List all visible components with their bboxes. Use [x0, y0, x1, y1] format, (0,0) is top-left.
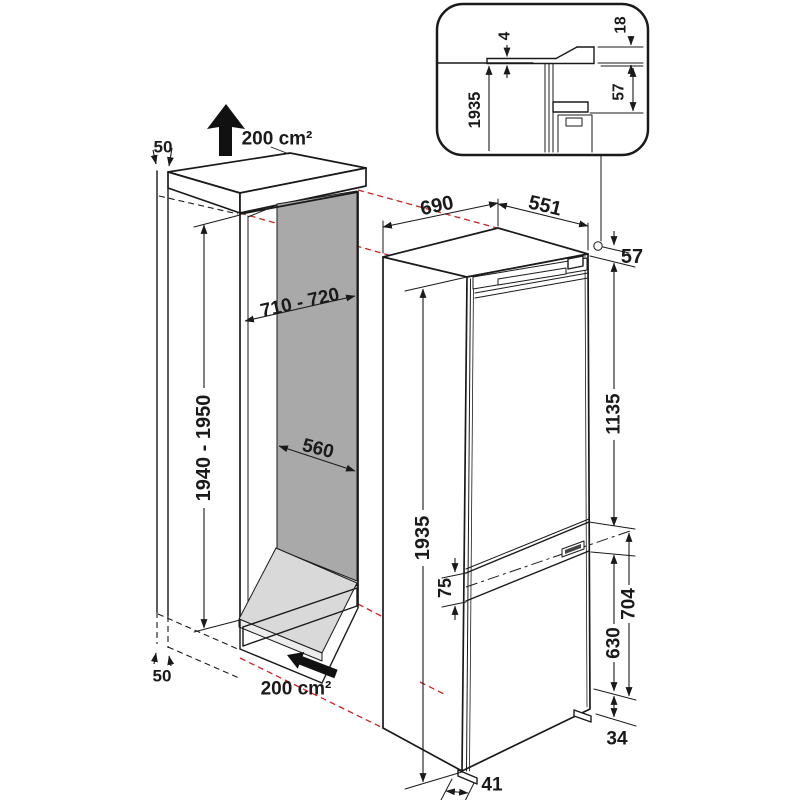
niche-depth-label: 560: [300, 434, 336, 464]
door-gap-label: 75: [435, 577, 455, 599]
lower-door-label: 630: [603, 627, 625, 659]
airflow-up-arrow-icon: [207, 104, 245, 156]
niche-opening: [240, 191, 358, 620]
dim-niche-height: [193, 215, 240, 632]
dim-upper-section: [589, 263, 635, 529]
niche-cabinet-drawing: [153, 104, 366, 700]
detail-callout-circle: [594, 242, 602, 250]
dim-total-height: [405, 277, 467, 789]
dim-lower-section: [619, 533, 640, 696]
niche-height-label: 1940 - 1950: [193, 394, 215, 502]
appliance-drawing: [383, 191, 643, 800]
overhang-label: 18: [612, 16, 630, 34]
foot-offset-label: 41: [481, 774, 503, 796]
dim-top-clearance: [590, 231, 643, 268]
top-clearance-label: 57: [620, 246, 644, 268]
trim-thickness-label: 4: [496, 31, 514, 41]
total-height-label: 1935: [412, 515, 434, 561]
plinth-label: 34: [606, 728, 628, 750]
top-vent-area-label: 200 cm²: [241, 128, 313, 150]
inset-clearance-label: 57: [610, 83, 628, 101]
dim-bottom-wall-gap: [153, 653, 172, 686]
top-hinge-block: [568, 256, 583, 269]
bottom-vent-area-label: 200 cm²: [260, 678, 332, 700]
appliance-width-label: 690: [418, 191, 456, 221]
bottom-wall-gap-label: 50: [152, 666, 172, 686]
top-wall-gap-label: 50: [153, 137, 173, 157]
niche-side-panel: [277, 191, 357, 581]
dim-top-wall-gap: [153, 138, 172, 167]
dim-plinth: [596, 696, 636, 750]
niche-width-label: 710 - 720: [258, 284, 342, 322]
inset-niche-height-label: 1935: [466, 91, 484, 129]
lower-section-label: 704: [618, 588, 640, 620]
upper-section-label: 1135: [603, 393, 625, 435]
dim-door-gap: [435, 558, 466, 620]
top-vent: [207, 104, 312, 156]
appliance-front-face: [462, 254, 590, 771]
appliance-depth-label: 551: [526, 191, 564, 221]
